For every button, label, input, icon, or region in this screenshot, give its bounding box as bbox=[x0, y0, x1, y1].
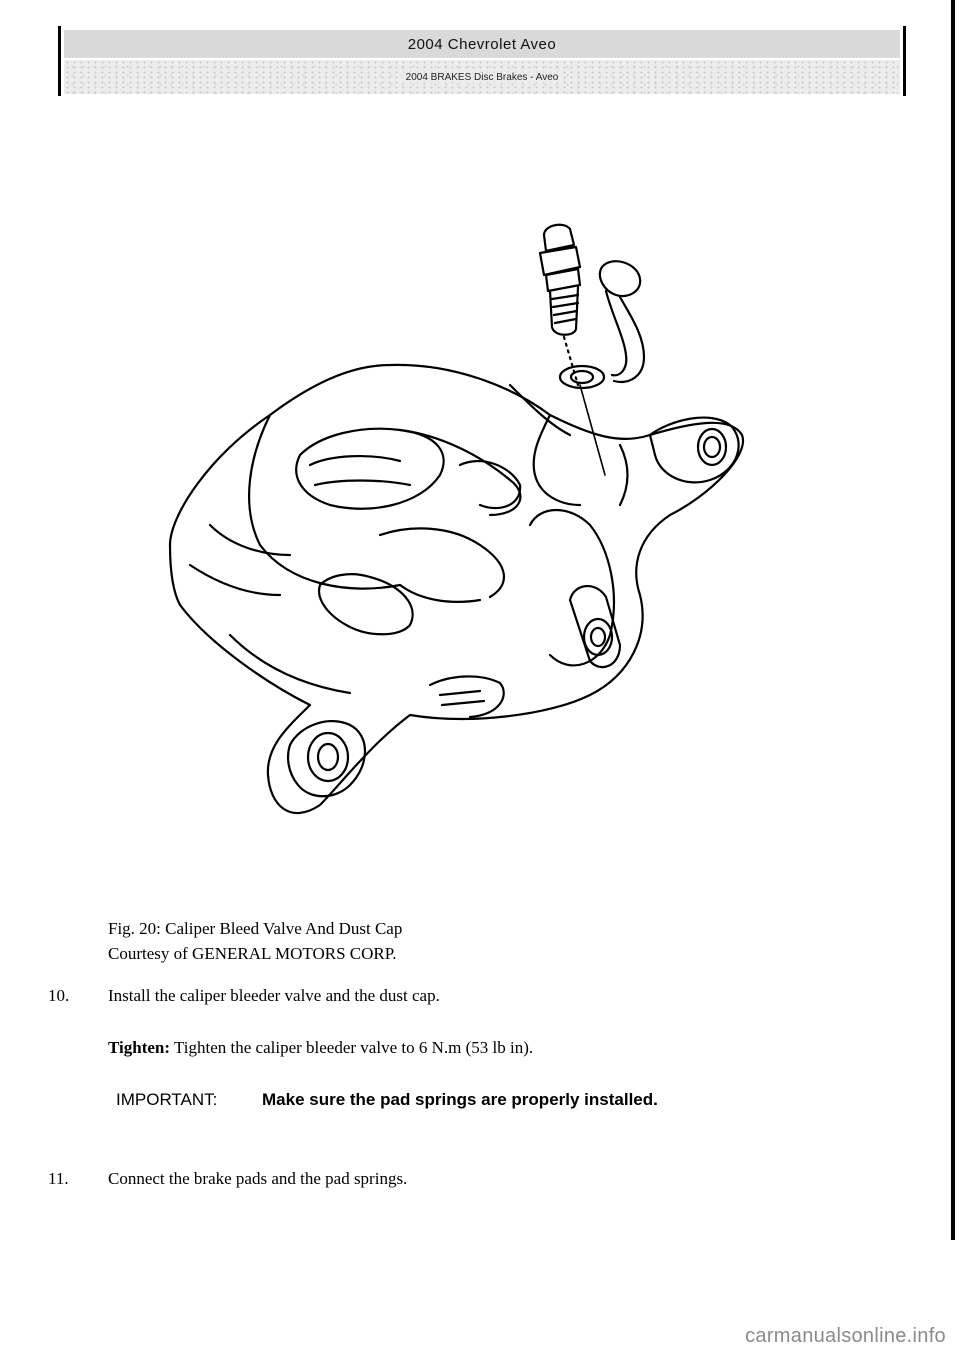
watermark: carmanualsonline.info bbox=[745, 1325, 946, 1347]
page-right-rule bbox=[951, 0, 955, 1240]
important-note bbox=[116, 1088, 692, 1111]
caption-title: Fig. 20: Caliper Bleed Valve And Dust Cap bbox=[108, 919, 403, 938]
tighten-label: Tighten: bbox=[108, 1038, 171, 1057]
caption-credit: Courtesy of GENERAL MOTORS CORP. bbox=[108, 944, 397, 963]
torque-spec bbox=[108, 1038, 533, 1058]
step-number: 10. bbox=[48, 986, 70, 1005]
figure-caption bbox=[108, 916, 402, 966]
step-number: 11. bbox=[48, 1169, 69, 1188]
important-text: Make sure the pad springs are properly installed. bbox=[262, 1090, 658, 1109]
header-right-rule bbox=[903, 26, 906, 96]
bleeder-valve-icon bbox=[540, 225, 605, 475]
step-item bbox=[48, 1168, 407, 1190]
important-label: IMPORTANT: bbox=[116, 1090, 218, 1109]
header-subtitle-bar bbox=[64, 60, 900, 94]
caliper-body-icon bbox=[170, 365, 743, 813]
header-title-bar bbox=[64, 30, 900, 58]
page-subtitle: 2004 BRAKES Disc Brakes - Aveo bbox=[402, 72, 563, 83]
page-title: 2004 Chevrolet Aveo bbox=[407, 35, 557, 53]
caliper-illustration bbox=[150, 205, 770, 845]
step-text: Install the caliper bleeder valve and the dust cap. bbox=[108, 986, 440, 1005]
step-text: Connect the brake pads and the pad springs. bbox=[108, 1169, 408, 1188]
step-item bbox=[48, 985, 440, 1007]
tighten-text: Tighten the caliper bleeder valve to 6 N.m (53 lb in). bbox=[174, 1038, 534, 1057]
dust-cap-icon bbox=[560, 261, 644, 388]
header-left-rule bbox=[58, 26, 61, 96]
